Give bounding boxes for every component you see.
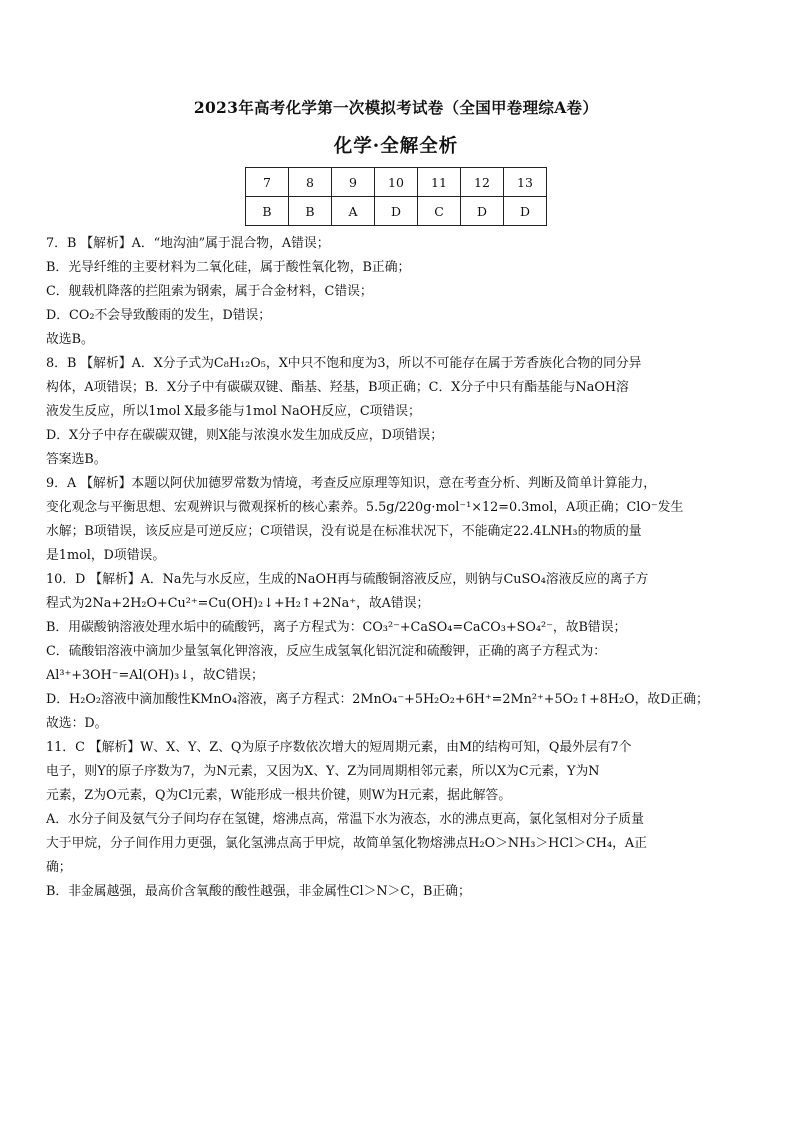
answer-cell: B [289,197,332,226]
solution-body [46,232,746,904]
text-line: 构体，A项错误；B．X分子中有碳碳双键、酯基、羟基，B项正确；C．X分子中只有酯基能与NaOH溶 [46,380,629,395]
text-line: C．舰载机降落的拦阻索为钢索，属于合金材料，C错误； [46,284,373,299]
text-line: 元素，Z为O元素，Q为Cl元素，W能形成一根共价键，则W为H元素，据此解答。 [46,788,512,803]
text-line: Al³⁺+3OH⁻=Al(OH)₃↓，故C错误； [46,668,264,683]
answer-table-question-row [246,168,547,197]
text-line: 9．A 【解析】本题以阿伏加德罗常数为情境，考查反应原理等知识，意在考查分析、判断及简单计算能力， [46,476,657,491]
answer-cell: A [332,197,375,226]
text-line: 大于甲烷，分子间作用力更强，氯化氢沸点高于甲烷，故简单氢化物熔沸点H₂O＞NH₃＞HCl＞CH₄，A正 [46,836,647,851]
text-line: 水解；B项错误，该反应是可逆反应；C项错误，没有说是在标准状况下，不能确定22.4LNH₃的物质的量 [46,524,642,539]
answer-cell: D [504,197,547,226]
text-line: 电子，则Y的原子序数为7，为N元素，又因为X、Y、Z为同周期相邻元素，所以X为C元素，Y为N [46,764,600,779]
question-number-cell: 9 [332,168,375,197]
text-line: B．用碳酸钠溶液处理水垢中的硫酸钙，离子方程式为：CO₃²⁻+CaSO₄=CaCO₃+SO₄²⁻，故B错误； [46,620,627,635]
text-line: B．光导纤维的主要材料为二氧化硅，属于酸性氧化物，B正确； [46,260,411,275]
text-line: 7．B 【解析】A．“地沟油”属于混合物，A错误； [46,236,330,251]
answer-cell: D [461,197,504,226]
text-line: 故选：D。 [46,716,108,731]
text-line: 10．D 【解析】A．Na先与水反应，生成的NaOH再与硫酸铜溶液反应，则钠与CuSO₄溶液反应的离子方 [46,572,649,587]
question-number-cell: 7 [246,168,289,197]
text-line: 11．C 【解析】W、X、Y、Z、Q为原子序数依次增大的短周期元素，由M的结构可知，Q最外层有7个 [46,740,632,755]
answer-cell: C [418,197,461,226]
question-number-cell: 12 [461,168,504,197]
text-line: 变化观念与平衡思想、宏观辨识与微观探析的核心素养。5.5g/220g·mol⁻¹×12=0.3mol，A项正确；ClO⁻发生 [46,500,684,515]
question-number-cell: 8 [289,168,332,197]
text-line: 液发生反应，所以1mol X最多能与1mol NaOH反应，C项错误； [46,404,421,419]
answer-table [245,167,547,226]
answer-cell: D [375,197,418,226]
text-line: 确； [46,860,72,875]
text-line: A．水分子间及氨气分子间均存在氢键，熔沸点高，常温下水为液态，水的沸点更高，氯化氢相对分子质量 [46,812,644,827]
text-line: D．X分子中存在碳碳双键，则X能与浓溴水发生加成反应，D项错误； [46,428,444,443]
text-line: 故选B。 [46,332,94,347]
question-number-cell: 10 [375,168,418,197]
text-line: 程式为2Na+2H₂O+Cu²⁺=Cu(OH)₂↓+H₂↑+2Na⁺，故A错误； [46,596,430,611]
answer-table-answer-row [246,197,547,226]
text-line: D．H₂O₂溶液中滴加酸性KMnO₄溶液，离子方程式：2MnO₄⁻+5H₂O₂+6H⁺=2Mn²⁺+5O₂↑+8H₂O，故D正确； [46,692,709,707]
text-line: B．非金属越强，最高价含氧酸的酸性越强，非金属性Cl＞N＞C，B正确； [46,884,471,899]
document-page [46,96,746,904]
text-line: 答案选B。 [46,452,107,467]
text-line: 8．B 【解析】A．X分子式为C₈H₁₂O₅，X中只不饱和度为3，所以不可能存在属于芳香族化合物的同分异 [46,356,642,371]
question-number-cell: 13 [504,168,547,197]
answer-cell: B [246,197,289,226]
text-line: D．CO₂不会导致酸雨的发生，D错误； [46,308,272,323]
text-line: C．硫酸铝溶液中滴加少量氢氧化钾溶液，反应生成氢氧化铝沉淀和硫酸钾，正确的离子方程式为： [46,644,607,659]
document-subtitle: 化学·全解全析 [333,136,459,157]
document-title: 2023年高考化学第一次模拟考试卷（全国甲卷理综A卷） [193,98,599,117]
text-line: 是1mol，D项错误。 [46,548,166,563]
question-number-cell: 11 [418,168,461,197]
